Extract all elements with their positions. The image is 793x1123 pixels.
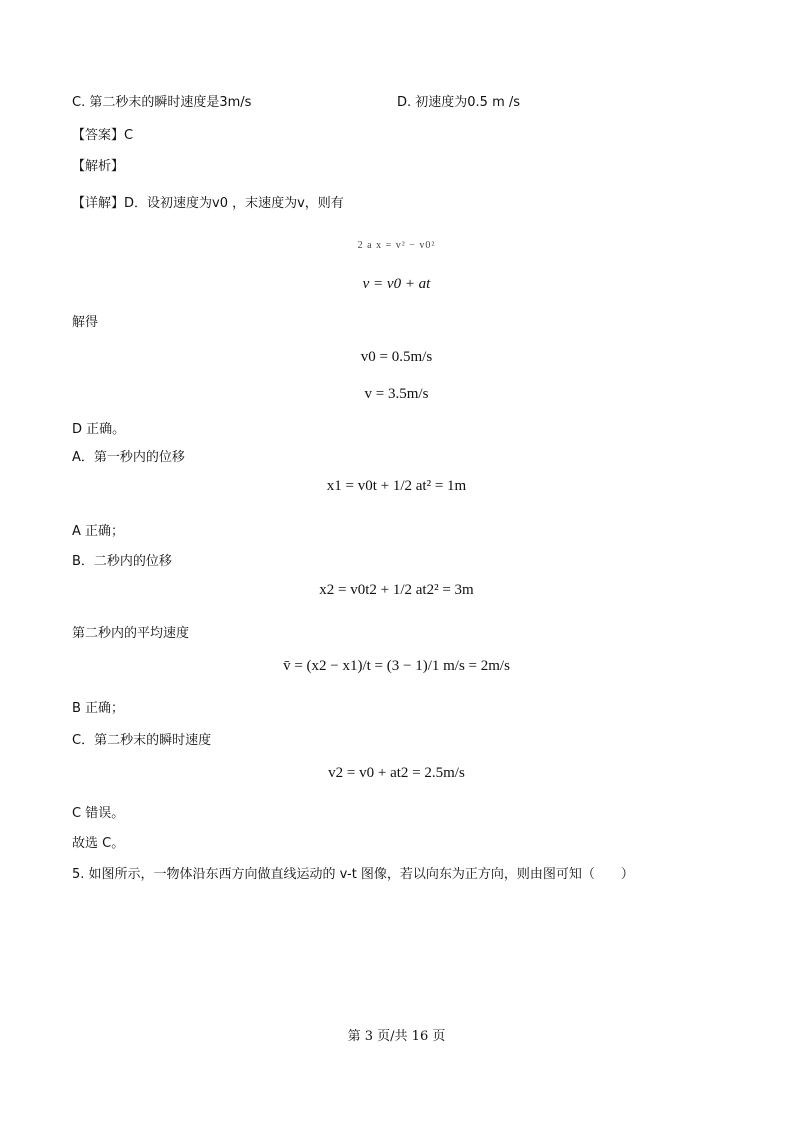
solve-label: 解得 [72, 315, 99, 330]
equation-text: x1 = v0t + 1/2 at² = 1m [326, 478, 467, 494]
equation-text: v = v0 + at [362, 276, 431, 292]
equation-text: v2 = v0 + at2 = 2.5m/s [328, 765, 465, 781]
equation-text: v = 3.5m/s [364, 386, 429, 402]
equation-text: v0 = 0.5m/s [360, 349, 433, 365]
equation-x1 [0, 478, 793, 495]
b-correct: B 正确； [72, 701, 125, 716]
equation-energy [0, 236, 793, 253]
question-5: 5. 如图所示，一物体沿东西方向做直线运动的 v-t 图像，若以向东为正方向，则由图可知（ ） [72, 867, 634, 882]
page-footer: 第 3 页/共 16 页 [347, 1029, 446, 1044]
equation-v2 [0, 765, 793, 782]
avg-text: 第二秒内的平均速度 [72, 626, 190, 641]
d-correct: D 正确。 [72, 422, 126, 437]
equation-text: 2 a x = v² − v0² [357, 240, 436, 251]
c-text: C．第二秒末的瞬时速度 [72, 733, 212, 748]
equation-velocity [0, 276, 793, 293]
equation-text: v̄ = (x2 − x1)/t = (3 − 1)/1 m/s = 2m/s [283, 658, 510, 674]
equation-avg-velocity [0, 658, 793, 675]
equation-x2 [0, 582, 793, 599]
a-correct: A 正确； [72, 524, 125, 539]
equation-v [0, 386, 793, 403]
b-text: B．二秒内的位移 [72, 554, 172, 569]
equation-text: x2 = v0t2 + 1/2 at2² = 3m [319, 582, 474, 598]
option-d: D. 初速度为0.5 m /s [397, 95, 521, 110]
analysis-label: 【解析】 [72, 159, 125, 174]
answer-label: 【答案】C [72, 128, 134, 143]
equation-v0 [0, 349, 793, 366]
option-c: C. 第二秒末的瞬时速度是3m/s [72, 95, 252, 110]
conclusion: 故选 C。 [72, 836, 125, 851]
detail-intro: 【详解】D．设初速度为v0 ，末速度为v，则有 [72, 196, 344, 211]
a-text: A．第一秒内的位移 [72, 450, 185, 465]
c-wrong: C 错误。 [72, 806, 125, 821]
